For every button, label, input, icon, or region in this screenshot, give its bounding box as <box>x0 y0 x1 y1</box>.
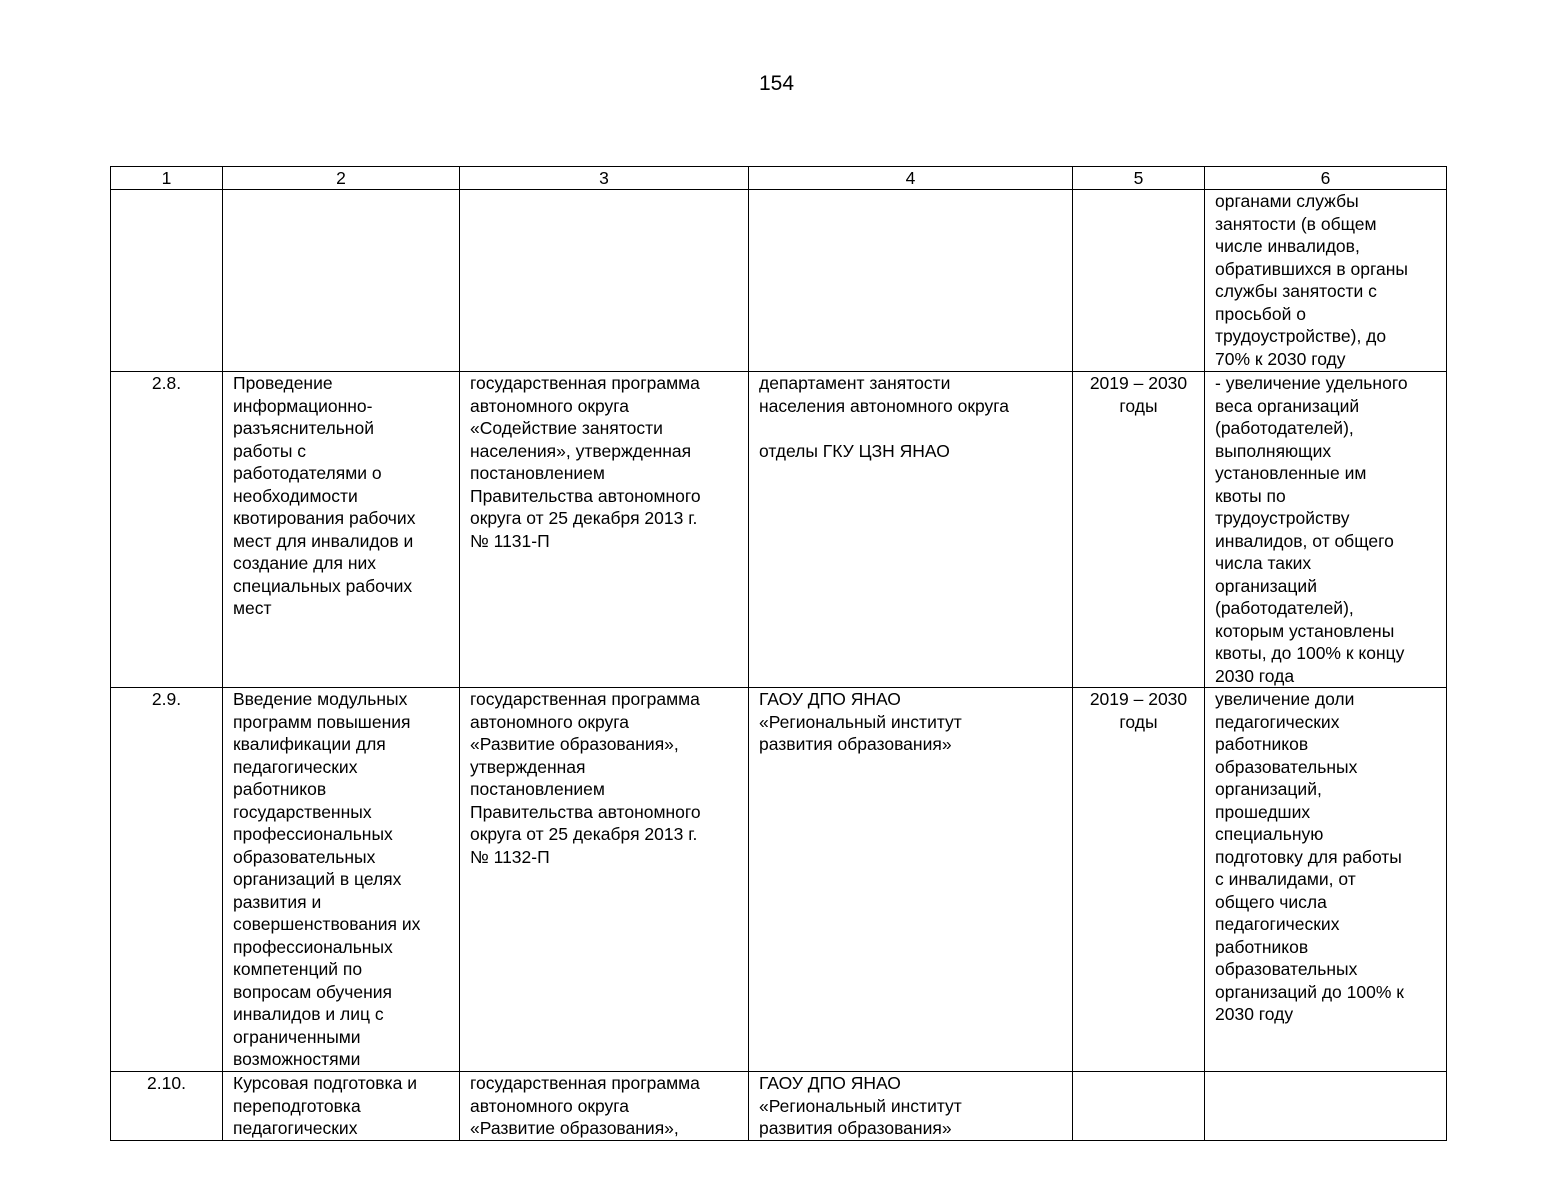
header-cell: 5 <box>1073 167 1205 190</box>
cell-line: «Развитие образования», <box>470 1118 679 1138</box>
cell-line: Проведение <box>233 373 333 393</box>
table-row <box>111 1072 1447 1141</box>
cell-line: возможностями <box>233 1049 361 1069</box>
cell-line: увеличение доли <box>1215 689 1355 709</box>
cell-line: государственная программа <box>470 689 700 709</box>
cell-line: с инвалидами, от <box>1215 869 1356 889</box>
cell-line: № 1132-П <box>470 846 550 867</box>
cell-line: установленные им <box>1215 463 1367 483</box>
cell-line: педагогических <box>1215 711 1340 732</box>
cell-line: ГАОУ ДПО ЯНАО <box>759 689 901 709</box>
cell-line: 2019 – 2030 <box>1089 689 1188 709</box>
cell-result <box>1205 190 1447 372</box>
cell-period <box>1073 372 1205 688</box>
cell-line: работников <box>233 779 327 799</box>
cell-line: квоты по <box>1215 485 1286 506</box>
header-cell: 6 <box>1205 167 1447 190</box>
cell-line: органами службы <box>1215 191 1359 211</box>
cell-line: компетенций по <box>233 959 363 979</box>
activities-table <box>110 166 1447 1141</box>
cell-line: квоты, до 100% к концу <box>1215 643 1405 663</box>
cell-line: развития образования» <box>759 734 952 754</box>
cell-line: профессиональных <box>233 936 393 957</box>
cell-line: квотирования рабочих <box>233 508 416 528</box>
cell-line: совершенствования их <box>233 914 421 934</box>
cell-line: трудоустройству <box>1215 508 1350 528</box>
cell-line: трудоустройстве), до <box>1215 326 1387 346</box>
cell-line: прошедших <box>1215 801 1311 822</box>
cell-line: инвалидов и лиц с <box>233 1004 384 1024</box>
cell-line: организаций <box>1215 575 1317 596</box>
cell-line: ограниченными <box>233 1026 361 1047</box>
cell-line: 70% к 2030 году <box>1215 348 1346 369</box>
cell-line: 2019 – 2030 <box>1089 373 1188 393</box>
cell-line: населения автономного округа <box>759 395 1010 416</box>
cell-line: обратившихся в органы <box>1215 258 1408 279</box>
cell-executor <box>749 1072 1073 1141</box>
cell-line: организаций в целях <box>233 869 402 889</box>
cell-line: постановлением <box>470 463 605 483</box>
cell-line: (работодателей), <box>1215 598 1354 618</box>
cell-executor <box>749 372 1073 688</box>
cell-line: годы <box>1119 395 1158 416</box>
cell-result <box>1205 1072 1447 1141</box>
cell-activity <box>223 190 460 372</box>
cell-number: 2.9. <box>111 688 223 1072</box>
cell-line: работников <box>1215 734 1309 754</box>
cell-line: мест <box>233 598 272 618</box>
cell-line: которым установлены <box>1215 620 1395 641</box>
header-cell: 3 <box>460 167 749 190</box>
cell-line: службы занятости с <box>1215 281 1377 301</box>
cell-activity <box>223 372 460 688</box>
cell-line: выполняющих <box>1215 440 1332 461</box>
cell-number <box>111 190 223 372</box>
cell-line: - увеличение удельного <box>1215 373 1408 393</box>
cell-line: годы <box>1119 711 1158 732</box>
cell-line: округа от 25 декабря 2013 г. <box>470 508 698 528</box>
header-cell: 2 <box>223 167 460 190</box>
cell-line: округа от 25 декабря 2013 г. <box>470 824 698 844</box>
cell-line: программ повышения <box>233 711 411 732</box>
table-row <box>111 688 1447 1072</box>
cell-line: разъяснительной <box>233 418 374 438</box>
cell-line: образовательных <box>1215 756 1358 777</box>
cell-line: государственных <box>233 801 372 822</box>
cell-line: специальную <box>1215 824 1324 844</box>
cell-line: Правительства автономного <box>470 485 701 506</box>
cell-line: Введение модульных <box>233 689 408 709</box>
cell-line: переподготовка <box>233 1095 361 1116</box>
cell-basis <box>460 190 749 372</box>
cell-line: организаций до 100% к <box>1215 981 1404 1002</box>
cell-line: квалификации для <box>233 734 386 754</box>
cell-line: ГАОУ ДПО ЯНАО <box>759 1073 901 1093</box>
cell-period <box>1073 1072 1205 1141</box>
cell-line <box>759 417 1062 440</box>
cell-line: автономного округа <box>470 1095 630 1116</box>
cell-line: Курсовая подготовка и <box>233 1073 417 1093</box>
cell-line: инвалидов, от общего <box>1215 530 1394 551</box>
page-number: 154 <box>758 72 795 95</box>
cell-executor <box>749 688 1073 1072</box>
cell-line: «Развитие образования», <box>470 734 679 754</box>
cell-line: информационно- <box>233 395 373 416</box>
cell-line: населения», утвержденная <box>470 440 692 461</box>
cell-line: образовательных <box>233 846 376 867</box>
cell-line: работодателями о <box>233 463 382 483</box>
cell-line: автономного округа <box>470 711 630 732</box>
cell-line: утвержденная <box>470 756 586 777</box>
header-cell: 1 <box>111 167 223 190</box>
table-row <box>111 372 1447 688</box>
cell-line: вопросам обучения <box>233 981 393 1002</box>
cell-line: «Региональный институт <box>759 1095 962 1116</box>
cell-basis <box>460 1072 749 1141</box>
cell-number: 2.10. <box>111 1072 223 1141</box>
cell-line: № 1131-П <box>470 530 550 551</box>
cell-line: развития образования» <box>759 1118 952 1138</box>
cell-line: подготовку для работы <box>1215 846 1402 867</box>
cell-number: 2.8. <box>111 372 223 688</box>
cell-line: государственная программа <box>470 1073 700 1093</box>
cell-line: педагогических <box>233 756 358 777</box>
cell-basis <box>460 372 749 688</box>
cell-line: занятости (в общем <box>1215 213 1377 234</box>
cell-line: Правительства автономного <box>470 801 701 822</box>
cell-line: специальных рабочих <box>233 575 413 596</box>
header-cell: 4 <box>749 167 1073 190</box>
table-header-row <box>111 167 1447 190</box>
cell-line: создание для них <box>233 553 377 573</box>
cell-line: работы с <box>233 440 307 461</box>
cell-line: числа таких <box>1215 553 1312 573</box>
cell-line: «Содействие занятости <box>470 418 663 438</box>
cell-line: числе инвалидов, <box>1215 236 1360 256</box>
cell-activity <box>223 1072 460 1141</box>
cell-executor <box>749 190 1073 372</box>
cell-line: веса организаций <box>1215 395 1360 416</box>
table-row <box>111 190 1447 372</box>
cell-line: развития и <box>233 891 322 912</box>
cell-line: (работодателей), <box>1215 418 1354 438</box>
cell-line: отделы ГКУ ЦЗН ЯНАО <box>759 440 950 461</box>
cell-line: просьбой о <box>1215 303 1306 324</box>
cell-result <box>1205 688 1447 1072</box>
cell-line: мест для инвалидов и <box>233 530 414 551</box>
cell-line: 2030 году <box>1215 1004 1294 1024</box>
cell-line: постановлением <box>470 779 605 799</box>
cell-period <box>1073 688 1205 1072</box>
cell-line: необходимости <box>233 485 358 506</box>
cell-line: работников <box>1215 936 1309 957</box>
cell-result <box>1205 372 1447 688</box>
cell-line: образовательных <box>1215 959 1358 979</box>
cell-line: общего числа <box>1215 891 1327 912</box>
cell-line: профессиональных <box>233 824 393 844</box>
cell-line: 2030 года <box>1215 665 1295 686</box>
cell-line: департамент занятости <box>759 373 951 393</box>
cell-line: государственная программа <box>470 373 700 393</box>
cell-line: автономного округа <box>470 395 630 416</box>
cell-activity <box>223 688 460 1072</box>
cell-line: организаций, <box>1215 779 1322 799</box>
cell-period <box>1073 190 1205 372</box>
cell-line: «Региональный институт <box>759 711 962 732</box>
cell-basis <box>460 688 749 1072</box>
cell-line: педагогических <box>1215 914 1340 934</box>
cell-line: педагогических <box>233 1118 358 1138</box>
